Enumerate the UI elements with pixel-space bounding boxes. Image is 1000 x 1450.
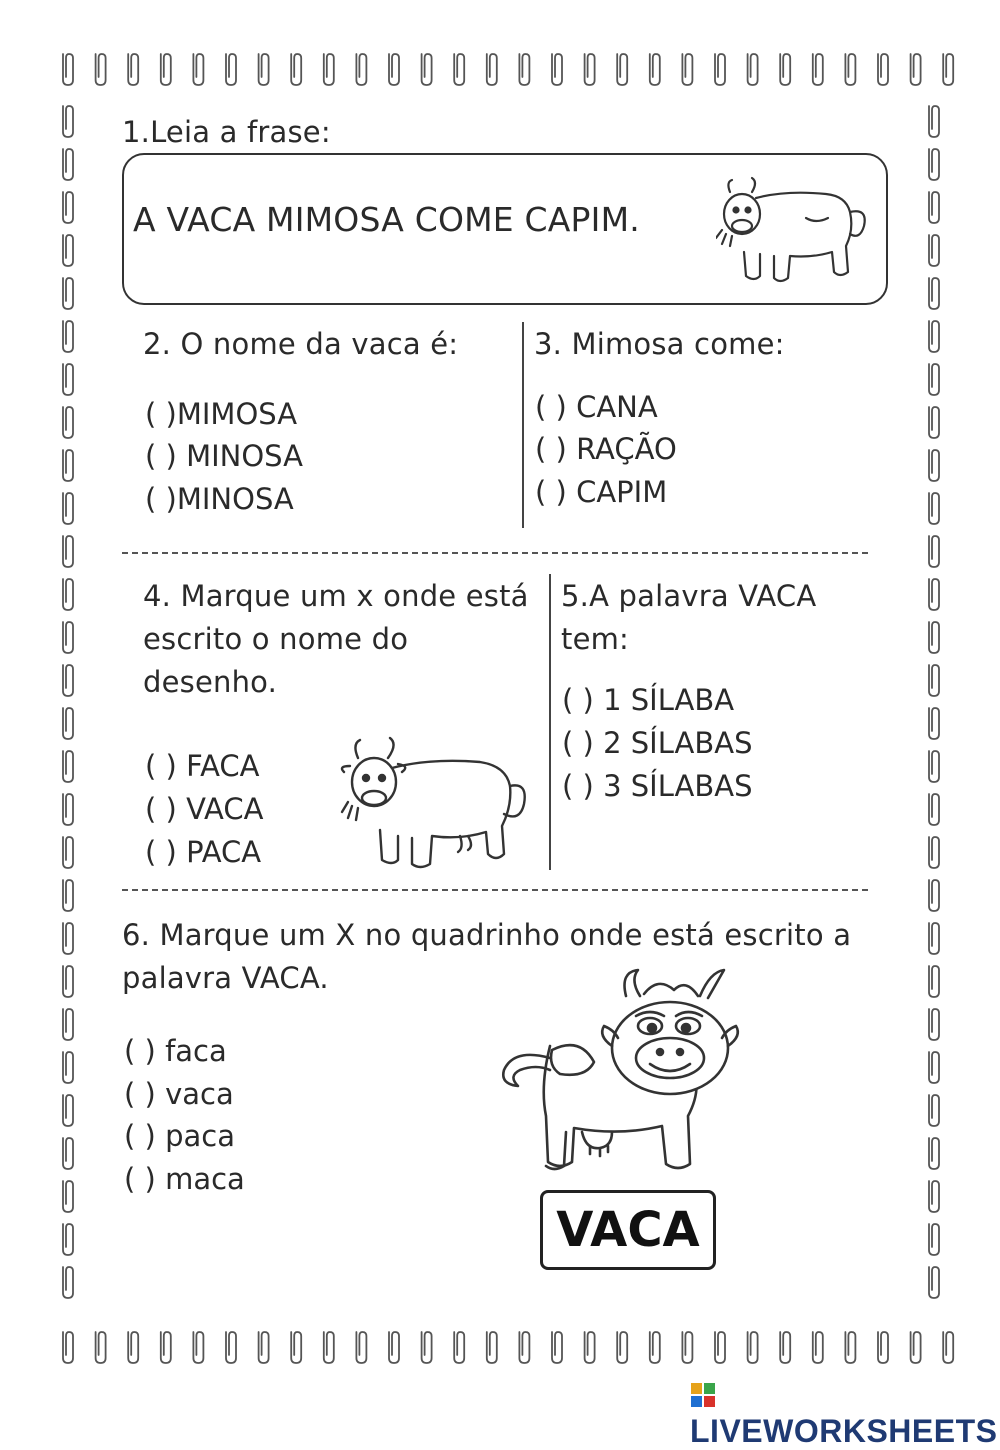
paperclip-icon: [617, 1332, 627, 1363]
paperclip-icon: [929, 1095, 939, 1126]
paperclip-icon: [929, 708, 939, 739]
paperclip-icon: [161, 54, 171, 85]
paperclip-icon: [63, 751, 73, 782]
paperclip-icon: [63, 923, 73, 954]
q4-option-1[interactable]: ( ) FACA: [145, 749, 260, 783]
paperclip-icon: [552, 54, 562, 85]
paperclip-icon: [519, 54, 529, 85]
paperclip-icon: [63, 1267, 73, 1298]
paperclip-icon: [911, 1332, 921, 1363]
paperclip-icon: [878, 54, 888, 85]
q5-title-line1: 5.A palavra VACA: [561, 579, 817, 613]
paperclip-icon: [682, 54, 692, 85]
q1-frase: A VACA MIMOSA COME CAPIM.: [133, 200, 640, 239]
paperclip-icon: [291, 1332, 301, 1363]
cow-illustration-small: [716, 168, 876, 294]
paperclip-icon: [682, 1332, 692, 1363]
paperclip-icon: [585, 1332, 595, 1363]
q6-option-3[interactable]: ( ) paca: [124, 1119, 235, 1153]
cow-illustration-large: [490, 966, 770, 1178]
paperclip-icon: [929, 923, 939, 954]
paperclip-icon: [63, 407, 73, 438]
q5-title-line2: tem:: [561, 622, 630, 656]
q4-title-line1: 4. Marque um x onde está: [143, 579, 529, 613]
paperclip-icon: [63, 665, 73, 696]
liveworksheets-logo-icon: [690, 1382, 716, 1408]
paperclip-icon: [943, 1332, 953, 1363]
q2-option-3[interactable]: ( )MINOSA: [145, 482, 294, 516]
brand-name: LIVEWORKSHEETS: [690, 1413, 998, 1449]
paperclip-icon: [63, 106, 73, 137]
paperclip-icon: [929, 794, 939, 825]
paperclip-icon: [193, 1332, 203, 1363]
paperclip-icon: [878, 1332, 888, 1363]
divider-q2-q3: [522, 322, 524, 528]
paperclip-icon: [929, 407, 939, 438]
paperclip-icon: [748, 54, 758, 85]
q6-title-line1: 6. Marque um X no quadrinho onde está escrito a: [122, 918, 852, 952]
paperclip-icon: [128, 54, 138, 85]
paperclip-icon: [929, 536, 939, 567]
q4-title-line3: desenho.: [143, 665, 278, 699]
paperclip-icon: [929, 1009, 939, 1040]
q5-option-3[interactable]: ( ) 3 SÍLABAS: [562, 769, 753, 803]
paperclip-icon: [63, 579, 73, 610]
q5-option-2[interactable]: ( ) 2 SÍLABAS: [562, 726, 753, 760]
paperclip-icon: [63, 493, 73, 524]
paperclip-icon: [63, 235, 73, 266]
paperclip-icon: [63, 536, 73, 567]
q4-title-line2: escrito o nome do: [143, 622, 409, 656]
cow-illustration-medium: [340, 732, 530, 878]
paperclip-icon: [929, 880, 939, 911]
paperclip-icon: [63, 1095, 73, 1126]
paperclip-icon: [929, 1267, 939, 1298]
paperclip-icon: [552, 1332, 562, 1363]
paperclip-icon: [929, 321, 939, 352]
paperclip-icon: [929, 364, 939, 395]
vaca-word-box[interactable]: VACA: [540, 1190, 716, 1270]
paperclip-icon: [929, 665, 939, 696]
q5-option-1[interactable]: ( ) 1 SÍLABA: [562, 683, 735, 717]
paperclip-icon: [128, 1332, 138, 1363]
paperclip-icon: [911, 54, 921, 85]
q6-title-line2: palavra VACA.: [122, 961, 329, 995]
dashed-separator-2: [122, 889, 868, 891]
paperclip-icon: [650, 54, 660, 85]
paperclip-icon: [929, 1138, 939, 1169]
paperclip-icon: [63, 450, 73, 481]
paperclip-icon: [63, 54, 73, 85]
paperclip-icon: [291, 54, 301, 85]
paperclip-icon: [929, 235, 939, 266]
paperclip-icon: [929, 1052, 939, 1083]
paperclip-icon: [929, 966, 939, 997]
paperclip-icon: [780, 1332, 790, 1363]
paperclip-icon: [389, 54, 399, 85]
paperclip-icon: [929, 1224, 939, 1255]
paperclip-icon: [63, 1138, 73, 1169]
paperclip-icon: [356, 1332, 366, 1363]
paperclip-icon: [929, 192, 939, 223]
paperclip-icon: [929, 1181, 939, 1212]
paperclip-icon: [63, 708, 73, 739]
paperclip-icon: [487, 1332, 497, 1363]
paperclip-icon: [161, 1332, 171, 1363]
paperclip-icon: [63, 1009, 73, 1040]
paperclip-icon: [63, 1332, 73, 1363]
paperclip-icon: [422, 1332, 432, 1363]
q3-title: 3. Mimosa come:: [534, 327, 785, 361]
paperclip-icon: [519, 1332, 529, 1363]
dashed-separator-1: [122, 552, 868, 554]
paperclip-icon: [813, 1332, 823, 1363]
paperclip-icon: [715, 54, 725, 85]
q4-option-2[interactable]: ( ) VACA: [145, 792, 264, 826]
paperclip-icon: [63, 622, 73, 653]
paperclip-icon: [96, 1332, 106, 1363]
paperclip-icon: [845, 1332, 855, 1363]
paperclip-icon: [63, 149, 73, 180]
q3-option-1[interactable]: ( ) CANA: [535, 390, 658, 424]
paperclip-icon: [63, 364, 73, 395]
liveworksheets-logo: [690, 1376, 1000, 1450]
paperclip-icon: [929, 751, 939, 782]
paperclip-icon: [324, 54, 334, 85]
q3-option-3[interactable]: ( ) CAPIM: [535, 475, 668, 509]
paperclip-icon: [929, 450, 939, 481]
paperclip-icon: [63, 278, 73, 309]
paperclip-icon: [943, 54, 953, 85]
paperclip-icon: [617, 54, 627, 85]
paperclip-icon: [813, 54, 823, 85]
q6-option-4[interactable]: ( ) maca: [124, 1162, 245, 1196]
paperclip-icon: [63, 1181, 73, 1212]
q6-option-2[interactable]: ( ) vaca: [124, 1077, 234, 1111]
paperclip-icon: [63, 880, 73, 911]
paperclip-icon: [929, 278, 939, 309]
paperclip-icon: [389, 1332, 399, 1363]
paperclip-icon: [650, 1332, 660, 1363]
paperclip-icon: [780, 54, 790, 85]
paperclip-icon: [929, 149, 939, 180]
paperclip-icon: [845, 54, 855, 85]
divider-q4-q5: [549, 574, 551, 870]
paperclip-icon: [63, 794, 73, 825]
q2-option-1[interactable]: ( )MIMOSA: [145, 397, 298, 431]
paperclip-icon: [259, 54, 269, 85]
paperclip-icon: [454, 1332, 464, 1363]
paperclip-icon: [324, 1332, 334, 1363]
paperclip-icon: [929, 493, 939, 524]
paperclip-icon: [63, 1224, 73, 1255]
paperclip-icon: [63, 321, 73, 352]
paperclip-icon: [63, 1052, 73, 1083]
paperclip-icon: [193, 54, 203, 85]
q2-option-2[interactable]: ( ) MINOSA: [145, 439, 303, 473]
paperclip-icon: [259, 1332, 269, 1363]
paperclip-icon: [63, 966, 73, 997]
paperclip-icon: [96, 54, 106, 85]
q3-option-2[interactable]: ( ) RAÇÃO: [535, 432, 677, 466]
paperclip-icon: [585, 54, 595, 85]
paperclip-icon: [929, 622, 939, 653]
paperclip-icon: [454, 54, 464, 85]
paperclip-icon: [226, 1332, 236, 1363]
paperclip-icon: [63, 192, 73, 223]
q6-option-1[interactable]: ( ) faca: [124, 1034, 227, 1068]
paperclip-icon: [929, 106, 939, 137]
paperclip-icon: [422, 54, 432, 85]
paperclip-icon: [748, 1332, 758, 1363]
paperclip-icon: [487, 54, 497, 85]
q1-title: 1.Leia a frase:: [122, 115, 331, 149]
paperclip-icon: [929, 837, 939, 868]
paperclip-icon: [715, 1332, 725, 1363]
paperclip-icon: [226, 54, 236, 85]
paperclip-icon: [929, 579, 939, 610]
q2-title: 2. O nome da vaca é:: [143, 327, 459, 361]
q4-option-3[interactable]: ( ) PACA: [145, 835, 262, 869]
paperclip-icon: [63, 837, 73, 868]
paperclip-icon: [356, 54, 366, 85]
